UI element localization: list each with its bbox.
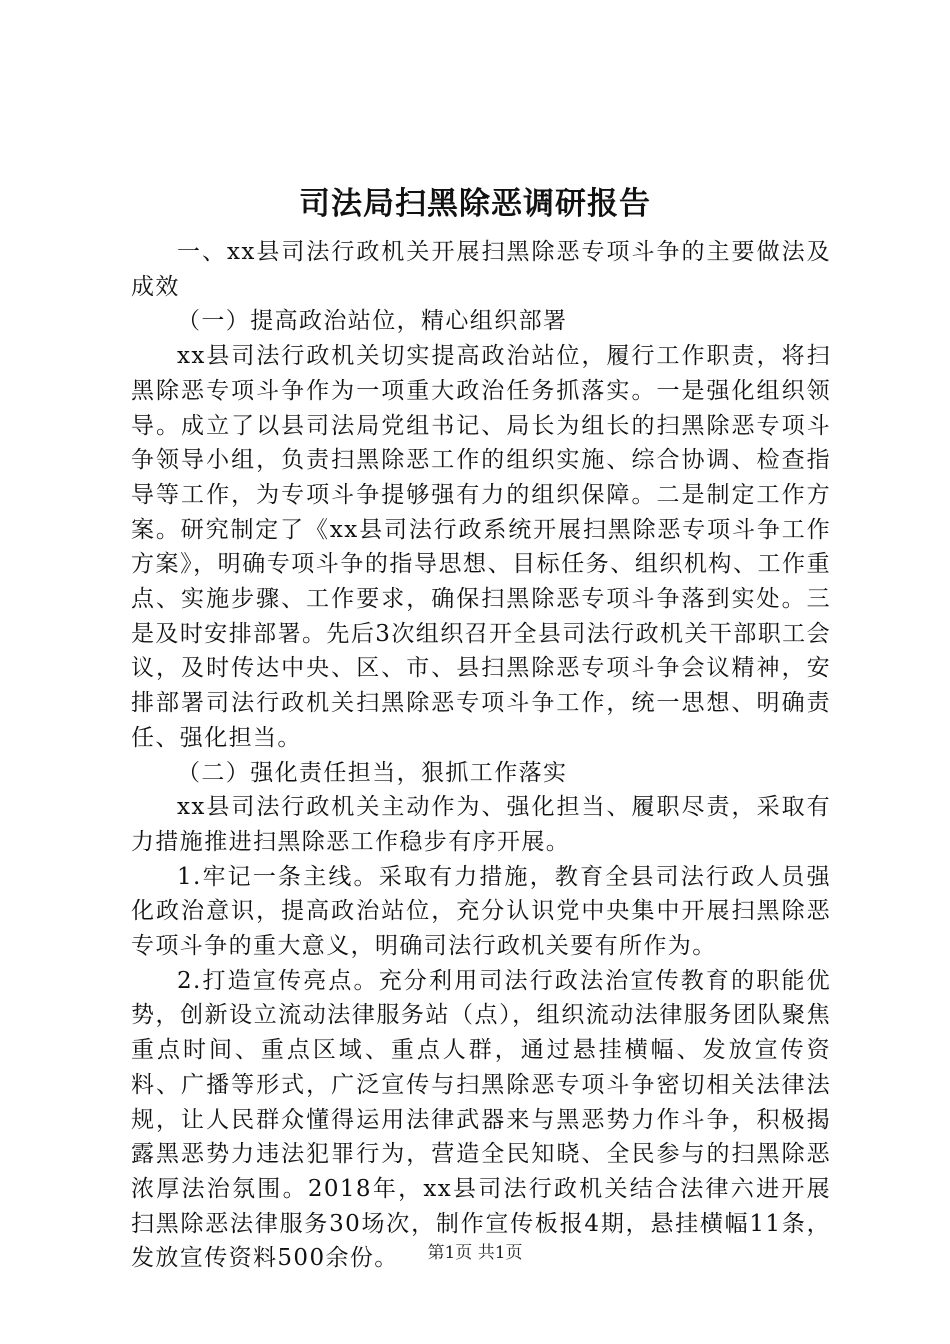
document-title: 司法局扫黑除恶调研报告 — [299, 186, 651, 222]
document-body — [131, 235, 831, 1276]
body-paragraph: xx县司法行政机关主动作为、强化担当、履职尽责，采取有力措施推进扫黑除恶工作稳步有序开展。 — [131, 794, 831, 855]
section-heading-1: 一、xx县司法行政机关开展扫黑除恶专项斗争的主要做法及成效 — [131, 239, 831, 300]
body-paragraph: 1.牢记一条主线。采取有力措施，教育全县司法行政人员强化政治意识，提高政治站位，充分认识党中央集中开展扫黑除恶专项斗争的重大意义，明确司法行政机关要有所作为。 — [131, 863, 831, 960]
page-footer: 第1页 共1页 — [427, 1243, 523, 1263]
body-paragraph: 2.打造宣传亮点。充分利用司法行政法治宣传教育的职能优势，创新设立流动法律服务站（点），组织流动法律服务团队聚焦重点时间、重点区域、重点人群，通过悬挂横幅、发放宣传资料、广播等形式，广泛宣传与扫黑除恶专项斗争密切相关法律法规，让人民群众懂得运用法律武器来与黑恶势力作斗争，积极揭露黑恶势力违法犯罪行为，营造全民知晓、全民参与的扫黑除恶浓厚法治氛围。2018年，xx县司法行政机关结合法律六进开展扫黑除恶法律服务30场次，制作宣传板报4期，悬挂横幅11条，发放宣传资料500余份。 — [131, 967, 831, 1272]
subsection-heading-1: （一）提高政治站位，精心组织部署 — [177, 308, 568, 335]
subsection-heading-2: （二）强化责任担当，狠抓工作落实 — [177, 759, 568, 786]
body-paragraph: xx县司法行政机关切实提高政治站位，履行工作职责，将扫黑除恶专项斗争作为一项重大政治任务抓落实。一是强化组织领导。成立了以县司法局党组书记、局长为组长的扫黑除恶专项斗争领导小组，负责扫黑除恶工作的组织实施、综合协调、检查指导等工作，为专项斗争提够强有力的组织保障。二是制定工作方案。研究制定了《xx县司法行政系统开展扫黑除恶专项斗争工作方案》，明确专项斗争的指导思想、目标任务、组织机构、工作重点、实施步骤、工作要求，确保扫黑除恶专项斗争落到实处。三是及时安排部署。先后3次组织召开全县司法行政机关干部职工会议，及时传达中央、区、市、县扫黑除恶专项斗争会议精神，安排部署司法行政机关扫黑除恶专项斗争工作，统一思想、明确责任、强化担当。 — [131, 343, 831, 751]
